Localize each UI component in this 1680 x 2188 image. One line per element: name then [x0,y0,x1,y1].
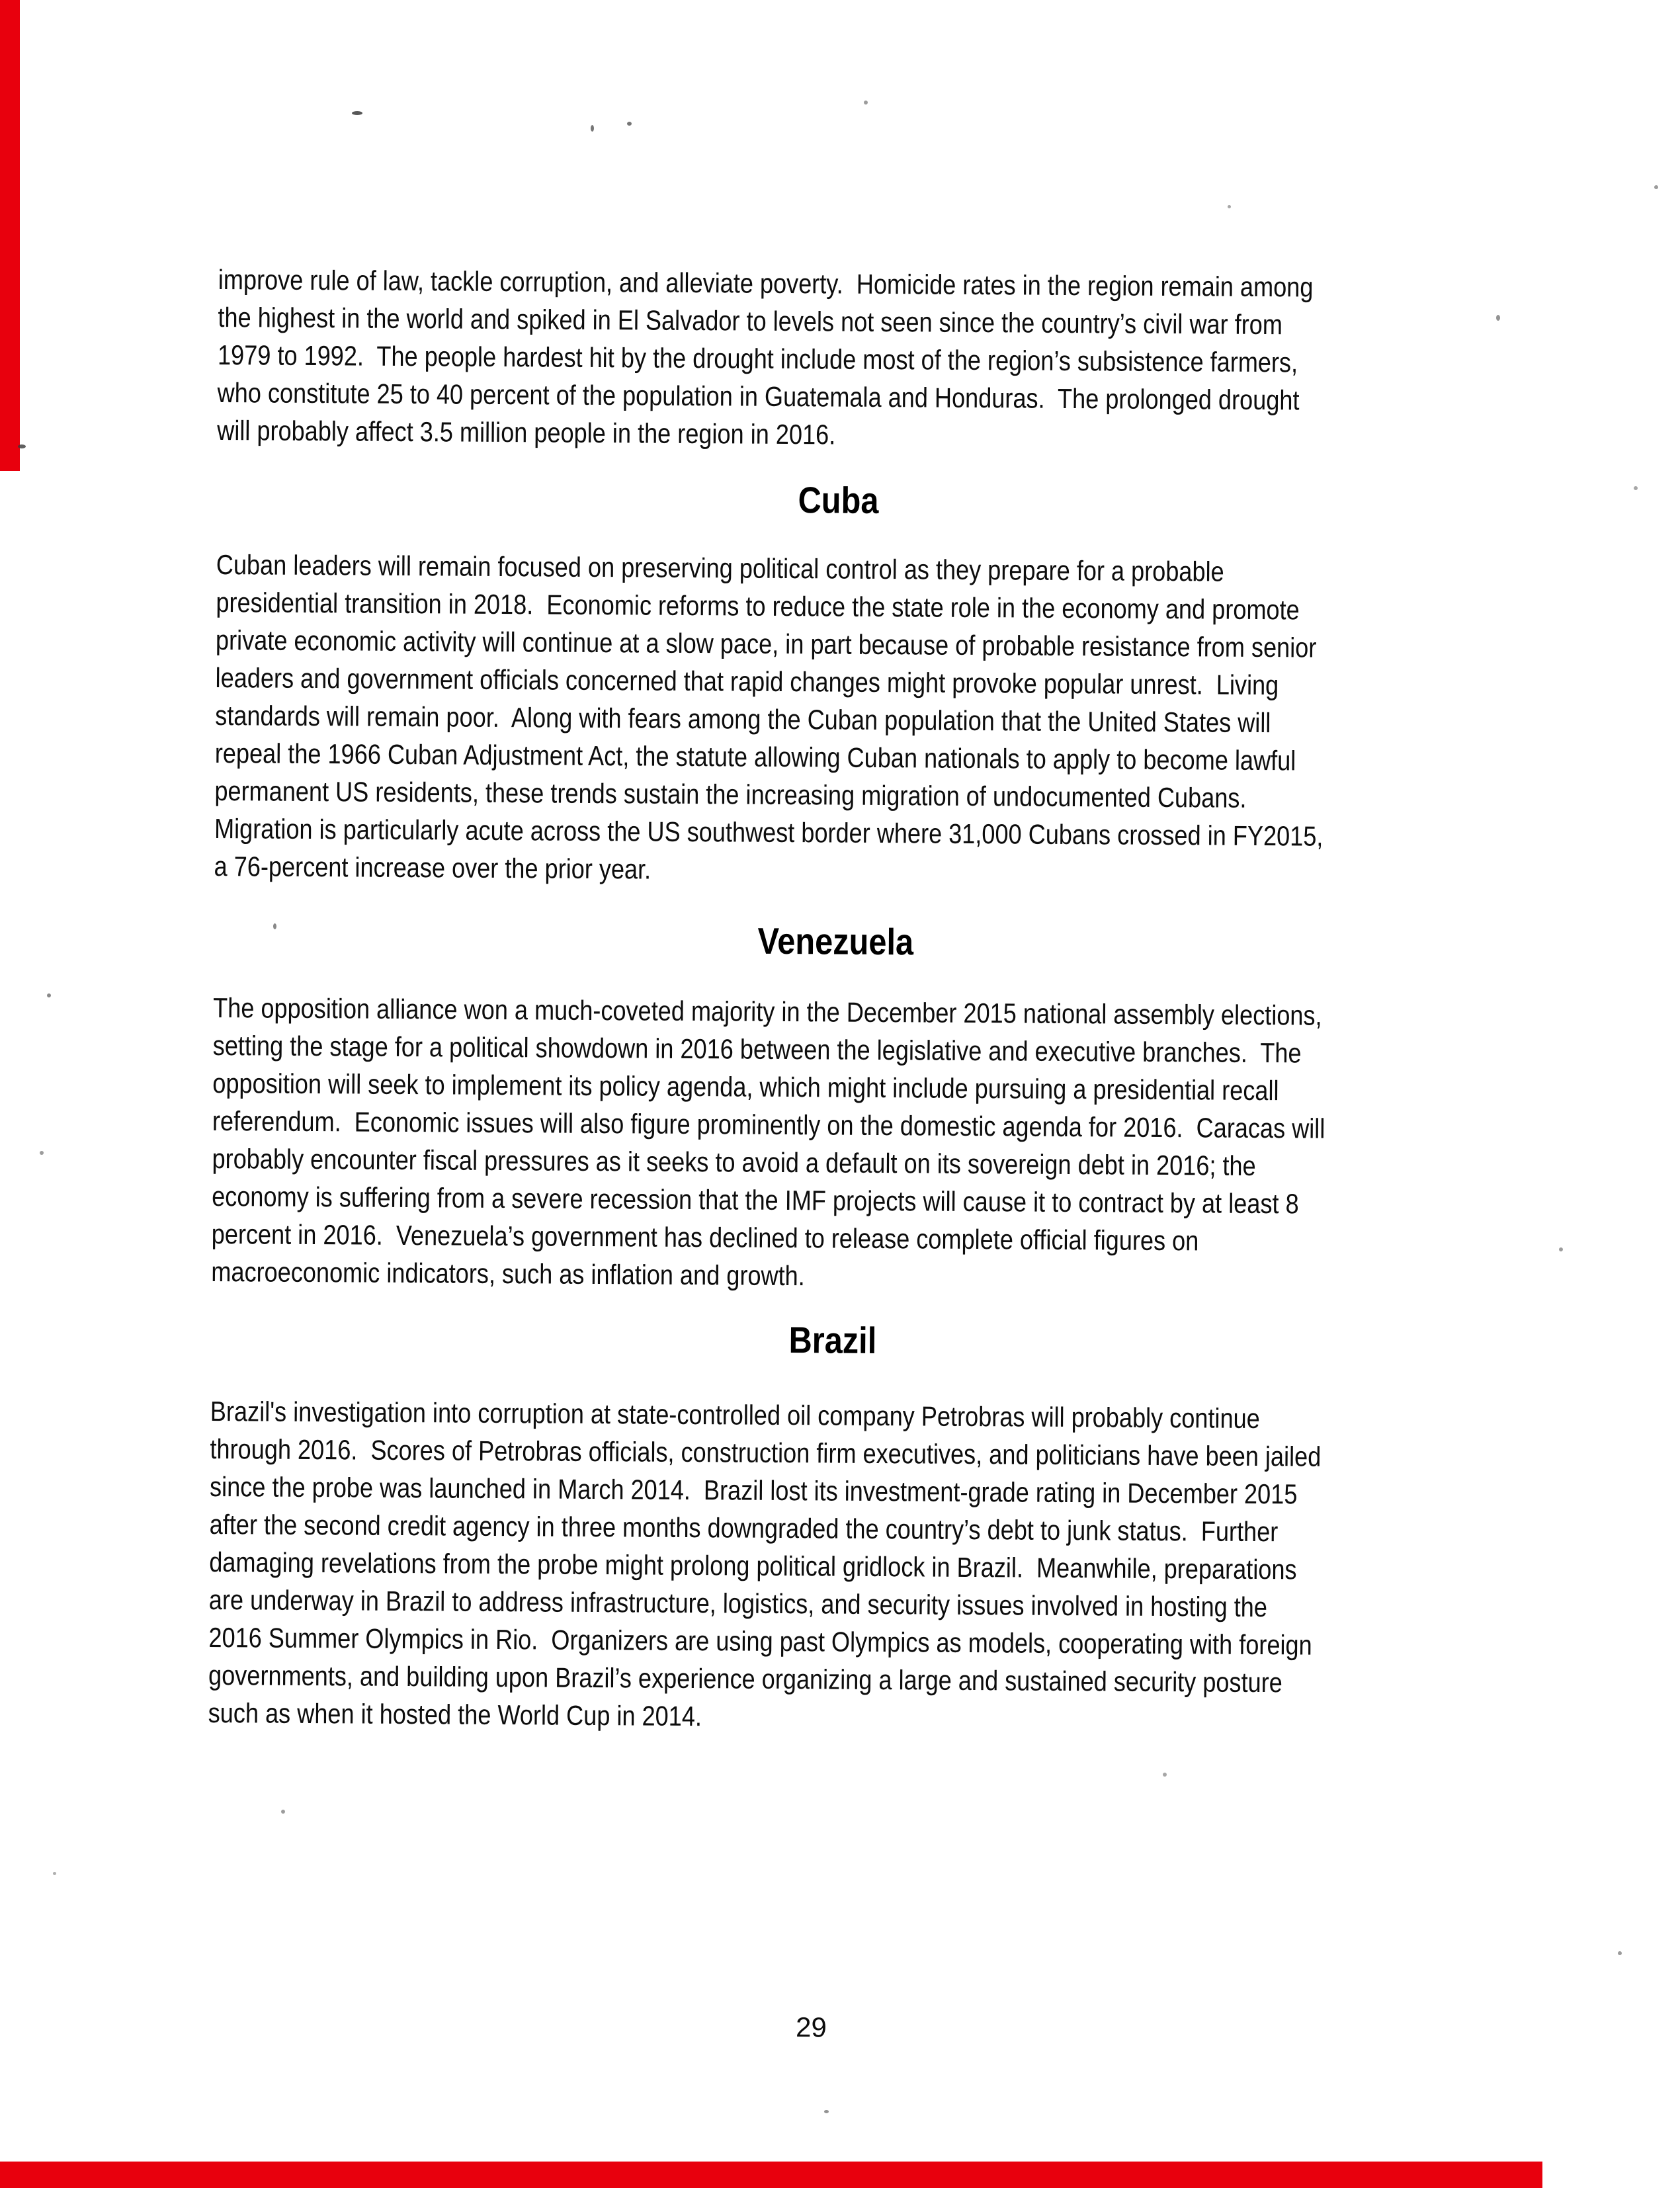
bottom-classification-bar [0,2162,1542,2188]
scan-speck [53,1872,56,1875]
section-heading-brazil [210,1316,1454,1365]
scan-speck [591,125,594,132]
section-heading-venezuela [214,917,1457,966]
section-heading-brazil-label: Brazil [788,1319,877,1361]
intro-paragraph [217,261,1534,458]
text-line: setting the stage for a political showdown in 2016 between the legislative and executive branches. The [212,1029,1302,1069]
text-line: Migration is particularly acute across the US southwest border where 31,000 Cubans crossed in FY2015, [214,812,1323,852]
text-line: 1979 to 1992. The people hardest hit by the drought include most of the region’s subsistence farmers, [217,339,1298,378]
scan-speck [40,1151,44,1155]
scan-speck [273,923,276,929]
text-line: damaging revelations from the probe might prolong political gridlock in Brazil. Meanwhile, preparations [209,1546,1297,1585]
scan-speck [18,444,26,448]
text-line: referendum. Economic issues will also figure prominently on the domestic agenda for 2016. Caracas will [212,1105,1325,1144]
scan-speck [1654,185,1658,189]
scan-speck [1618,1951,1622,1955]
text-line: such as when it hosted the World Cup in 2014. [208,1697,702,1732]
scan-speck [864,101,868,105]
text-line: economy is suffering from a severe recession that the IMF projects will cause it to contract by at least 8 [212,1180,1299,1220]
text-line: through 2016. Scores of Petrobras officials, construction firm executives, and politicians have been jailed [210,1433,1322,1472]
text-line: improve rule of law, tackle corruption, and alleviate poverty. Homicide rates in the region remain among [218,264,1314,303]
text-line: repeal the 1966 Cuban Adjustment Act, the statute allowing Cuban nationals to apply to become lawful [214,737,1296,777]
text-line: percent in 2016. Venezuela’s government has declined to release complete official figures on [211,1218,1199,1257]
text-line: probably encounter fiscal pressures as it seeks to avoid a default on its sovereign debt in 2016; the [212,1142,1256,1181]
text-line: The opposition alliance won a much-coveted majority in the December 2015 national assembly elections, [212,991,1322,1031]
text-line: macroeconomic indicators, such as inflation and growth. [211,1255,805,1292]
scan-speck [1634,486,1638,490]
text-line: who constitute 25 to 40 percent of the population in Guatemala and Honduras. The prolonged drought [217,376,1300,416]
text-line: Cuban leaders will remain focused on preserving political control as they prepare for a probable [216,548,1224,587]
page-number: 29 [795,2011,827,2043]
text-line: Brazil's investigation into corruption at state-controlled oil company Petrobras will probably continue [210,1395,1260,1435]
text-line: since the probe was launched in March 2014. Brazil lost its investment-grade rating in December 2015 [209,1470,1298,1510]
text-line: permanent US residents, these trends sustain the increasing migration of undocumented Cubans. [214,775,1247,814]
scan-speck [47,993,51,997]
scan-speck [281,1810,285,1814]
section-heading-cuba-label: Cuba [798,479,879,521]
text-line: leaders and government officials concerned that rapid changes might provoke popular unrest. Living [215,661,1279,701]
scan-speck [1228,205,1231,208]
text-line: are underway in Brazil to address infrastructure, logistics, and security issues involved in hosting the [208,1583,1268,1623]
text-line: private economic activity will continue at a slow pace, in part because of probable resistance from senior [215,624,1317,663]
text-line: opposition will seek to implement its policy agenda, which might include pursuing a presidential recall [212,1067,1279,1107]
section-heading-venezuela-label: Venezuela [757,919,913,963]
text-line: standards will remain poor. Along with fears among the Cuban population that the United States will [215,699,1271,739]
scan-speck [824,2110,829,2113]
paragraph-brazil [208,1392,1527,1741]
scan-speck [1163,1773,1167,1777]
scan-speck [1496,315,1500,321]
text-line: governments, and building upon Brazil’s experience organizing a large and sustained security posture [208,1659,1282,1699]
text-line: a 76-percent increase over the prior year. [214,850,651,885]
left-classification-bar [0,0,20,471]
scan-speck [1559,1247,1563,1251]
text-line: the highest in the world and spiked in El Salvador to levels not seen since the country’s civil war from [218,301,1283,341]
text-line: after the second credit agency in three months downgraded the country’s debt to junk status. Further [209,1508,1279,1548]
paragraph-cuba [214,546,1533,894]
paragraph-venezuela [211,989,1529,1300]
text-line: presidential transition in 2018. Economic reforms to reduce the state role in the economy and promote [216,586,1300,626]
text-line: will probably affect 3.5 million people in the region in 2016. [217,414,836,450]
scan-speck [627,122,632,126]
section-heading-cuba [216,476,1460,525]
scan-speck [352,111,362,115]
text-line: 2016 Summer Olympics in Rio. Organizers are using past Olympics as models, cooperating with foreign [208,1621,1312,1661]
